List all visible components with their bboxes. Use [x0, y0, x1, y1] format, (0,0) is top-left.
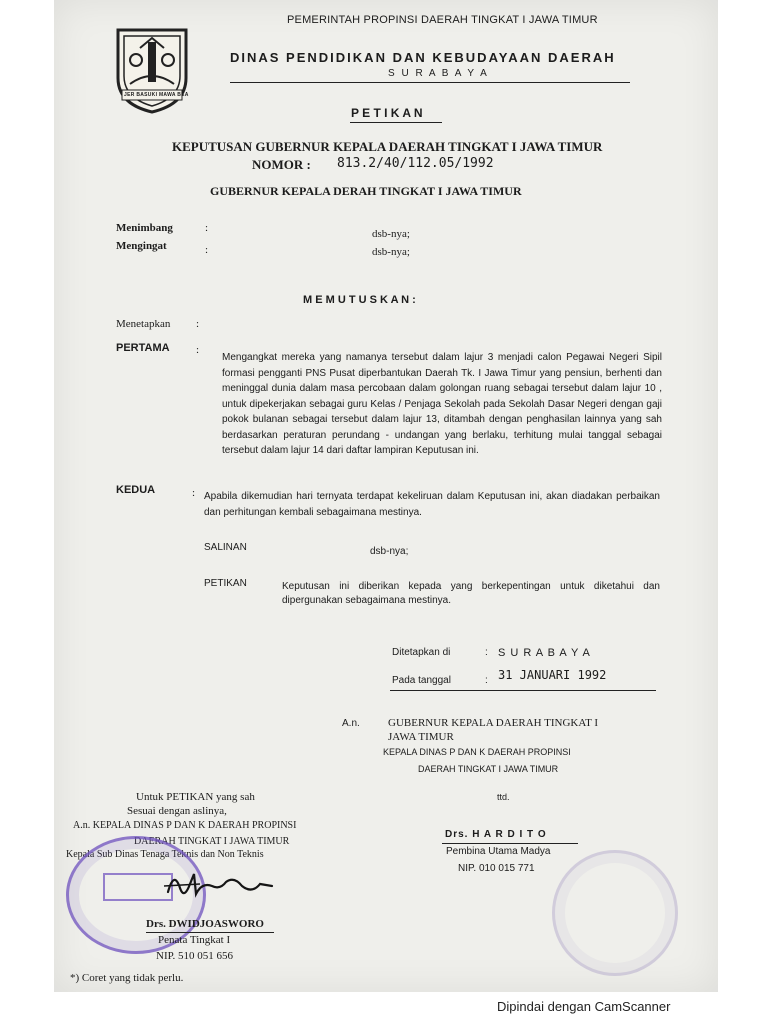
- mengingat-label: Mengingat: [116, 240, 167, 252]
- right-ttd: ttd.: [497, 792, 510, 802]
- date-colon: :: [485, 675, 488, 686]
- header-government: PEMERINTAH PROPINSI DAERAH TINGKAT I JAWA TIMUR: [287, 14, 598, 26]
- right-line2: JAWA TIMUR: [388, 731, 454, 743]
- document-title: P E T I K A N: [351, 106, 423, 120]
- decree-number-label: NOMOR :: [252, 157, 311, 172]
- left-name-underline: [146, 932, 274, 933]
- left-line3: A.n. KEPALA DINAS P DAN K DAERAH PROPINSI: [73, 820, 297, 831]
- scanner-watermark: Dipindai dengan CamScanner: [497, 999, 671, 1014]
- header-agency: DINAS PENDIDIKAN DAN KEBUDAYAAN DAERAH: [230, 50, 616, 65]
- menimbang-label: Menimbang: [116, 222, 173, 234]
- menetapkan-colon: :: [196, 318, 200, 330]
- pertama-colon: :: [196, 344, 200, 356]
- faint-stamp: [552, 850, 678, 976]
- left-line2: Sesuai dengan aslinya,: [127, 805, 227, 817]
- left-rank: Penata Tingkat I: [158, 934, 231, 946]
- header-divider: [230, 82, 630, 83]
- place-colon: :: [485, 647, 488, 658]
- date-value: 31 JANUARI 1992: [498, 668, 607, 682]
- date-label: Pada tanggal: [392, 675, 451, 686]
- decree-heading: KEPUTUSAN GUBERNUR KEPALA DAERAH TINGKAT I JAWA TIMUR: [172, 139, 603, 154]
- header-city: S U R A B A Y A: [388, 68, 489, 79]
- right-an: A.n.: [342, 718, 360, 729]
- kedua-label: KEDUA: [116, 484, 156, 496]
- salinan-value: dsb-nya;: [370, 546, 409, 557]
- salinan-label: SALINAN: [204, 542, 247, 553]
- right-line3: KEPALA DINAS P DAN K DAERAH PROPINSI: [383, 747, 571, 757]
- memutuskan-heading: M E M U T U S K A N :: [303, 294, 416, 306]
- right-nip: NIP. 010 015 771: [458, 863, 535, 874]
- kedua-text: Apabila dikemudian hari ternyata terdapat kekeliruan dalam Keputusan ini, akan diadakan perbaikan dan perhitungan kembali sebagaimana mestinya.: [204, 491, 660, 518]
- menetapkan-label: Menetapkan: [116, 318, 171, 330]
- date-underline: [390, 690, 656, 691]
- mengingat-value: dsb-nya;: [372, 246, 410, 258]
- emblem-motto: JER BASUKI MAWA BEA: [124, 92, 189, 98]
- petikan-text: Keputusan ini diberikan kepada yang berkepentingan untuk diketahui dan dipergunakan sebagaimana mestinya.: [282, 581, 660, 606]
- title-underline: [350, 122, 442, 123]
- menimbang-value: dsb-nya;: [372, 228, 410, 240]
- jawa-timur-emblem-icon: [112, 24, 192, 116]
- right-name: Drs. H A R D I T O: [445, 829, 547, 840]
- left-line4: DAERAH TINGKAT I JAWA TIMUR: [134, 836, 290, 847]
- pertama-text: Mengangkat mereka yang namanya tersebut dalam lajur 3 menjadi calon Pegawai Negeri Sipil formasi pengganti PNS Pusat diperbantukan Daerah Tk. I Jawa Timur yang pensiun, berhenti dan meninggal dunia dalam masa percobaan dalam golongan ruang sebagai tersebut dalam lajur 10 , untuk dipekerjakan sebagai guru Kelas / Penjaga Sekolah pada Sekolah Dasar Negeri dengan gaji pokok bulanan sebagai tersebut dalam lajur 13, ditambah dengan penghasilan lainnya yang sah berdasarkan peraturan perundang - undangan yang berlaku, terhitung mulai tanggal sebagai tersebut dalam lajur 14 dari daftar lampiran Keputusan ini.: [222, 352, 662, 456]
- decree-number-value: 813.2/40/112.05/1992: [337, 156, 494, 171]
- left-line5: Kepala Sub Dinas Tenaga Teknis dan Non Teknis: [66, 849, 264, 860]
- footnote: *) Coret yang tidak perlu.: [70, 972, 184, 984]
- place-value: S U R A B A Y A: [498, 647, 591, 659]
- left-line1: Untuk PETIKAN yang sah: [136, 791, 255, 803]
- right-line1: GUBERNUR KEPALA DAERAH TINGKAT I: [388, 717, 599, 729]
- right-rank: Pembina Utama Madya: [446, 846, 551, 857]
- decree-issuer: GUBERNUR KEPALA DERAH TINGKAT I JAWA TIMUR: [210, 184, 522, 198]
- left-name: Drs. DWIDJOASWORO: [146, 918, 264, 930]
- mengingat-colon: :: [205, 244, 209, 256]
- pertama-label: PERTAMA: [116, 342, 170, 354]
- kedua-colon: :: [192, 487, 196, 499]
- menimbang-colon: :: [205, 222, 209, 234]
- right-line4: DAERAH TINGKAT I JAWA TIMUR: [418, 764, 559, 774]
- handwritten-signature-icon: [160, 864, 280, 904]
- petikan-label: PETIKAN: [204, 578, 247, 589]
- left-nip: NIP. 510 051 656: [156, 950, 234, 962]
- right-name-underline: [442, 843, 578, 844]
- place-label: Ditetapkan di: [392, 647, 451, 658]
